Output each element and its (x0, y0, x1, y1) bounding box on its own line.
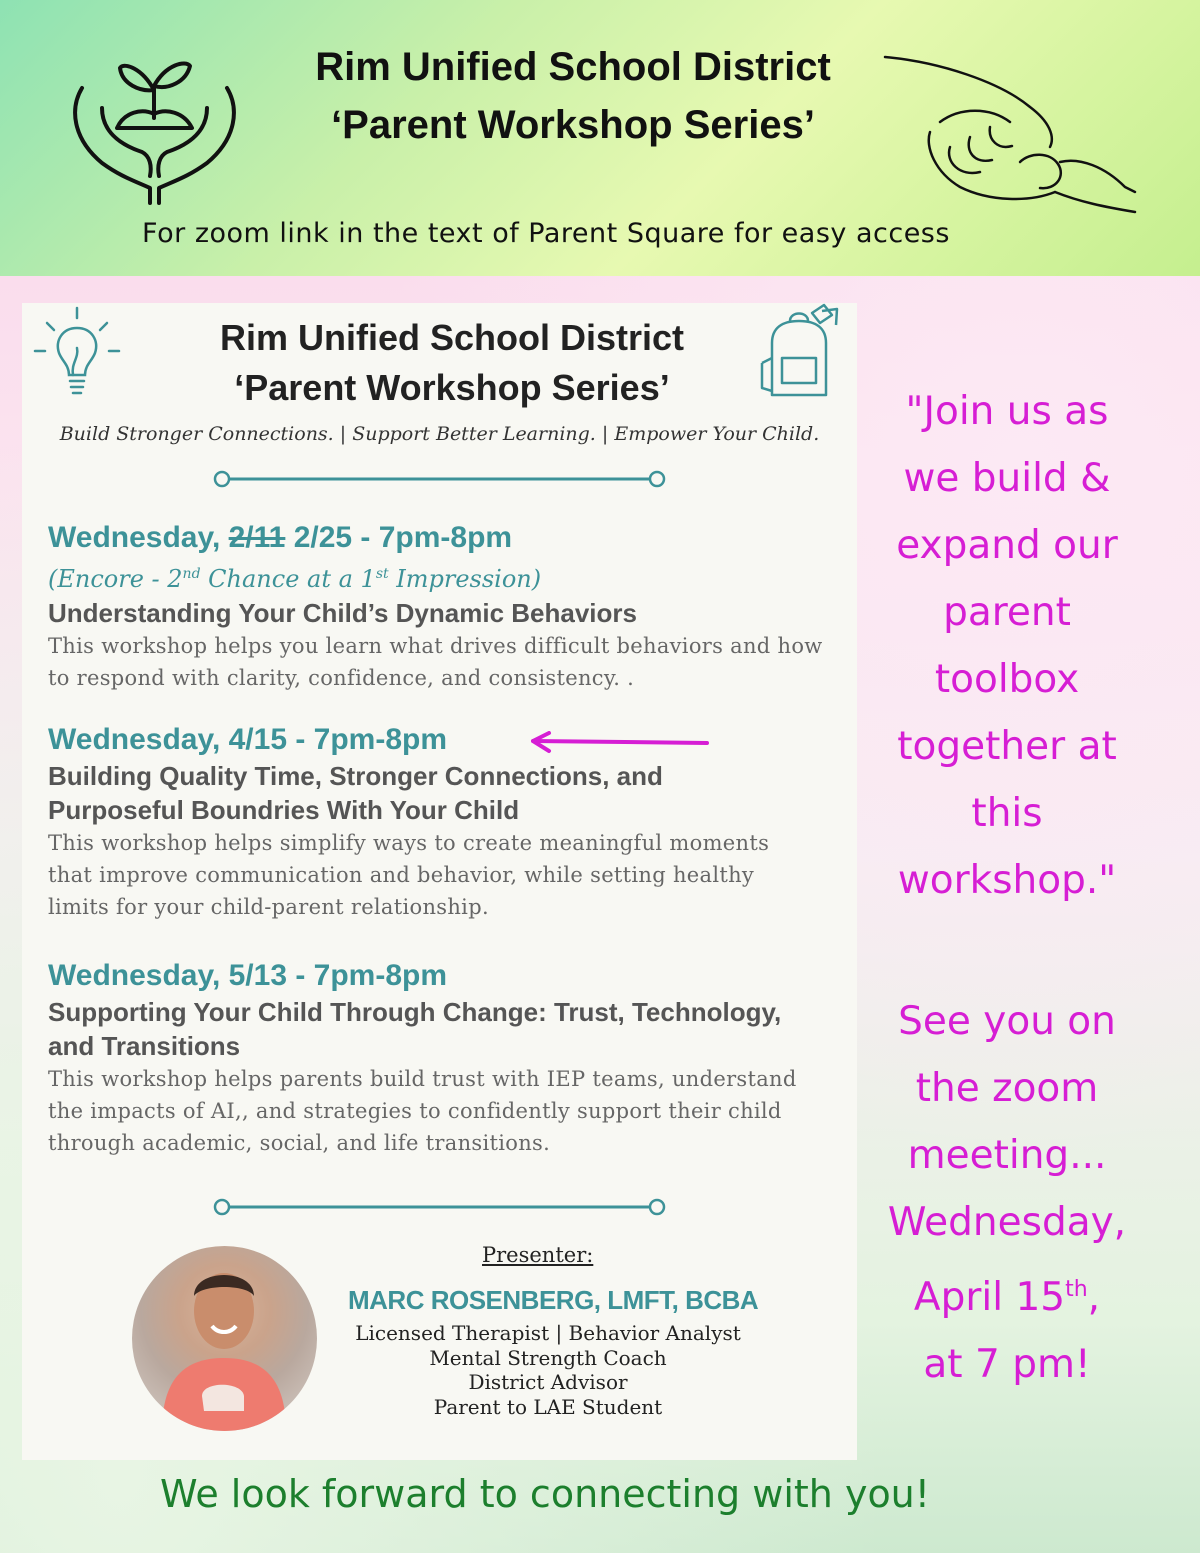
lightbulb-icon (27, 303, 127, 403)
flyer-title-line1: Rim Unified School District (219, 317, 685, 358)
header-banner (0, 0, 1200, 276)
see-date (872, 1256, 1142, 1331)
presenter-role: Licensed Therapist | Behavior Analyst (355, 1321, 741, 1345)
quote-line: parent (943, 590, 1071, 635)
quote-line: this (971, 791, 1043, 836)
flyer-tagline: Build Stronger Connections. | Support Better Learning. | Empower Your Child. (59, 423, 820, 445)
date-prefix: Wednesday, (48, 521, 229, 554)
encore-sup: nd (182, 566, 201, 582)
presenter-roles (328, 1321, 768, 1419)
workshop-description: This workshop helps you learn what drives difficult behaviors and how to respond with clarity, confidence, and consistency. . (48, 634, 823, 690)
backpack-icon (752, 303, 847, 403)
date-struck: 2/11 (228, 521, 286, 554)
zoom-link-note: For zoom link in the text of Parent Square for easy access (142, 218, 950, 249)
quote-line: "Join us as (905, 389, 1109, 434)
see-line: meeting... (907, 1133, 1107, 1178)
date-rest: 2/25 - 7pm-8pm (285, 521, 513, 554)
holding-hands-icon (880, 52, 1140, 222)
header-title-line1: Rim Unified School District (315, 45, 831, 89)
side-see-you (872, 988, 1142, 1398)
presenter-label: Presenter: (482, 1243, 594, 1267)
divider-bottom (212, 1197, 667, 1217)
header-title-line2: ‘Parent Workshop Series’ (331, 103, 815, 147)
flyer-title-line2: ‘Parent Workshop Series’ (234, 367, 670, 408)
workshop-date: Wednesday, 5/13 - 7pm-8pm (48, 959, 448, 992)
arrow-left-icon (527, 731, 712, 755)
workshop-item-1 (48, 519, 848, 694)
see-line: the zoom (915, 1066, 1099, 1111)
workshop-item-2 (48, 721, 848, 923)
workshop-title: Supporting Your Child Through Change: Trust, Technology, and Transitions (48, 997, 782, 1061)
date-text: April 15 (913, 1275, 1066, 1320)
presenter-photo (132, 1246, 317, 1431)
presenter-name: MARC ROSENBERG, LMFT, BCBA (348, 1285, 759, 1315)
quote-line: we build & (903, 456, 1111, 501)
quote-line: expand our (896, 523, 1118, 568)
presenter-role: District Advisor (468, 1370, 628, 1394)
presenter-role: Parent to LAE Student (433, 1394, 663, 1419)
footer-message: We look forward to connecting with you! (159, 1472, 931, 1516)
workshop-date (48, 519, 848, 557)
encore-part: Impression) (388, 565, 542, 593)
quote-line: toolbox (934, 657, 1080, 702)
header-title (240, 38, 906, 154)
quote-line: workshop." (897, 858, 1117, 903)
workshop-description: This workshop helps parents build trust with IEP teams, understand the impacts of AI,, and strategies to confidently support their child through academic, social, and life transitions. (48, 1067, 797, 1155)
presenter-portrait-icon (132, 1246, 317, 1431)
workshop-date: Wednesday, 4/15 - 7pm-8pm (48, 723, 448, 756)
see-time: at 7 pm! (923, 1342, 1091, 1387)
workshop-item-3 (48, 957, 848, 1159)
encore-part: (Encore - 2 (48, 565, 183, 593)
see-line: Wednesday, (887, 1200, 1127, 1245)
quote-line: together at (897, 724, 1117, 769)
encore-part: Chance at a 1 (200, 565, 376, 593)
divider-top (212, 469, 667, 489)
date-comma: , (1087, 1275, 1101, 1320)
workshop-title: Building Quality Time, Stronger Connections, and Purposeful Boundries With Your Child (48, 761, 663, 825)
date-sup: th (1065, 1277, 1088, 1302)
presenter-role: Mental Strength Coach (429, 1345, 667, 1370)
side-quote (872, 378, 1142, 914)
see-line: See you on (898, 999, 1116, 1044)
workshop-title: Understanding Your Child’s Dynamic Behaviors (48, 598, 637, 628)
workshop-description: This workshop helps simplify ways to create meaningful moments that improve communication and behavior, while setting healthy limits for your child-parent relationship. (48, 831, 770, 919)
flyer-title (132, 313, 772, 413)
workshop-flyer (22, 303, 857, 1460)
encore-note (48, 557, 848, 596)
encore-sup: st (375, 566, 389, 582)
plant-in-hands-icon (62, 48, 247, 208)
